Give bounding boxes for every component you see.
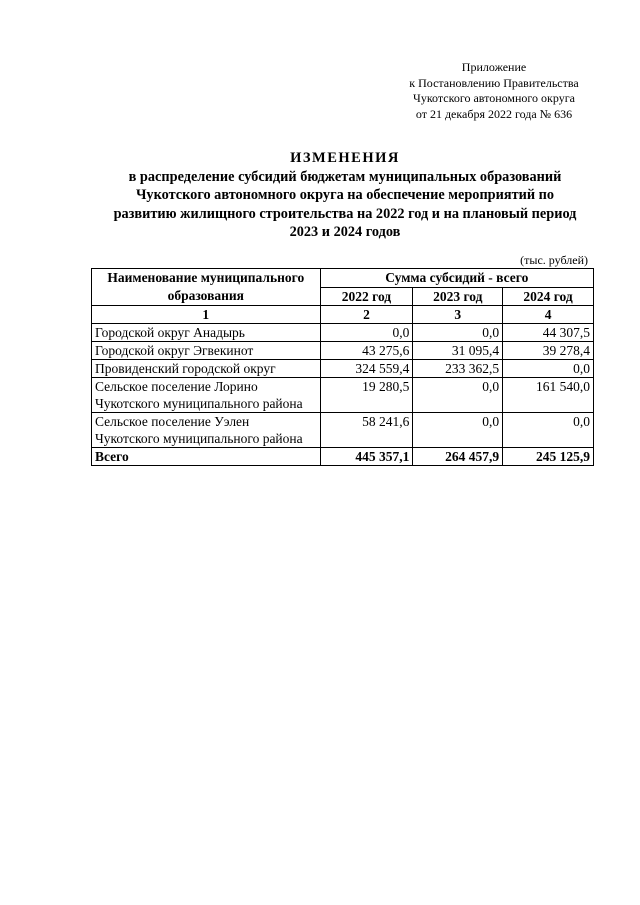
value-2023: 0,0: [413, 324, 503, 342]
row-name: Сельское поселение Уэлен Чукотского муниципального района: [92, 413, 321, 448]
table-row: [92, 413, 594, 448]
value-2022: 43 275,6: [320, 342, 413, 360]
units-label: (тыс. рублей): [520, 253, 588, 267]
total-2022: 445 357,1: [320, 448, 413, 466]
column-number: 2: [320, 306, 413, 324]
value-2023: 0,0: [413, 378, 503, 413]
total-2023: 264 457,9: [413, 448, 503, 466]
title-line: в распределение субсидий бюджетам муниципальных образований: [128, 168, 562, 185]
appendix-line: Приложение: [461, 60, 527, 74]
row-name: Городской округ Анадырь: [92, 324, 321, 342]
table-row: [92, 360, 594, 378]
appendix-line: от 21 декабря 2022 года № 636: [415, 106, 573, 121]
value-2024: 39 278,4: [503, 342, 594, 360]
appendix-note: [394, 60, 594, 122]
header-year: 2022 год: [320, 287, 413, 306]
total-label: Всего: [92, 448, 321, 466]
total-row: [92, 448, 594, 466]
header-name: Наименование муниципального образования: [92, 269, 321, 306]
header-year: 2024 год: [503, 287, 594, 306]
table-row: [92, 378, 594, 413]
header-sum: Сумма субсидий - всего: [320, 269, 593, 288]
title-heading: ИЗМЕНЕНИЯ: [290, 150, 400, 166]
document-title: [90, 149, 600, 242]
total-2024: 245 125,9: [503, 448, 594, 466]
value-2024: 0,0: [503, 413, 594, 448]
appendix-line: к Постановлению Правительства: [409, 75, 579, 90]
title-line: Чукотского автономного округа на обеспечение мероприятий по: [135, 187, 555, 204]
value-2024: 0,0: [503, 360, 594, 378]
title-line: развитию жилищного строительства на 2022 год и на плановый период: [113, 205, 577, 222]
row-name: Городской округ Эгвекинот: [92, 342, 321, 360]
table-row: [92, 324, 594, 342]
value-2024: 161 540,0: [503, 378, 594, 413]
value-2022: 324 559,4: [320, 360, 413, 378]
column-number: 1: [92, 306, 321, 324]
value-2024: 44 307,5: [503, 324, 594, 342]
title-line: 2023 и 2024 годов: [289, 224, 401, 241]
row-name: Сельское поселение Лорино Чукотского муниципального района: [92, 378, 321, 413]
subsidy-table: [91, 268, 594, 466]
value-2023: 0,0: [413, 413, 503, 448]
column-number: 3: [413, 306, 503, 324]
row-name: Провиденский городской округ: [92, 360, 321, 378]
value-2022: 0,0: [320, 324, 413, 342]
column-number: 4: [503, 306, 594, 324]
value-2023: 233 362,5: [413, 360, 503, 378]
table-row: [92, 342, 594, 360]
value-2023: 31 095,4: [413, 342, 503, 360]
value-2022: 19 280,5: [320, 378, 413, 413]
value-2022: 58 241,6: [320, 413, 413, 448]
appendix-line: Чукотского автономного округа: [413, 91, 575, 106]
header-year: 2023 год: [413, 287, 503, 306]
